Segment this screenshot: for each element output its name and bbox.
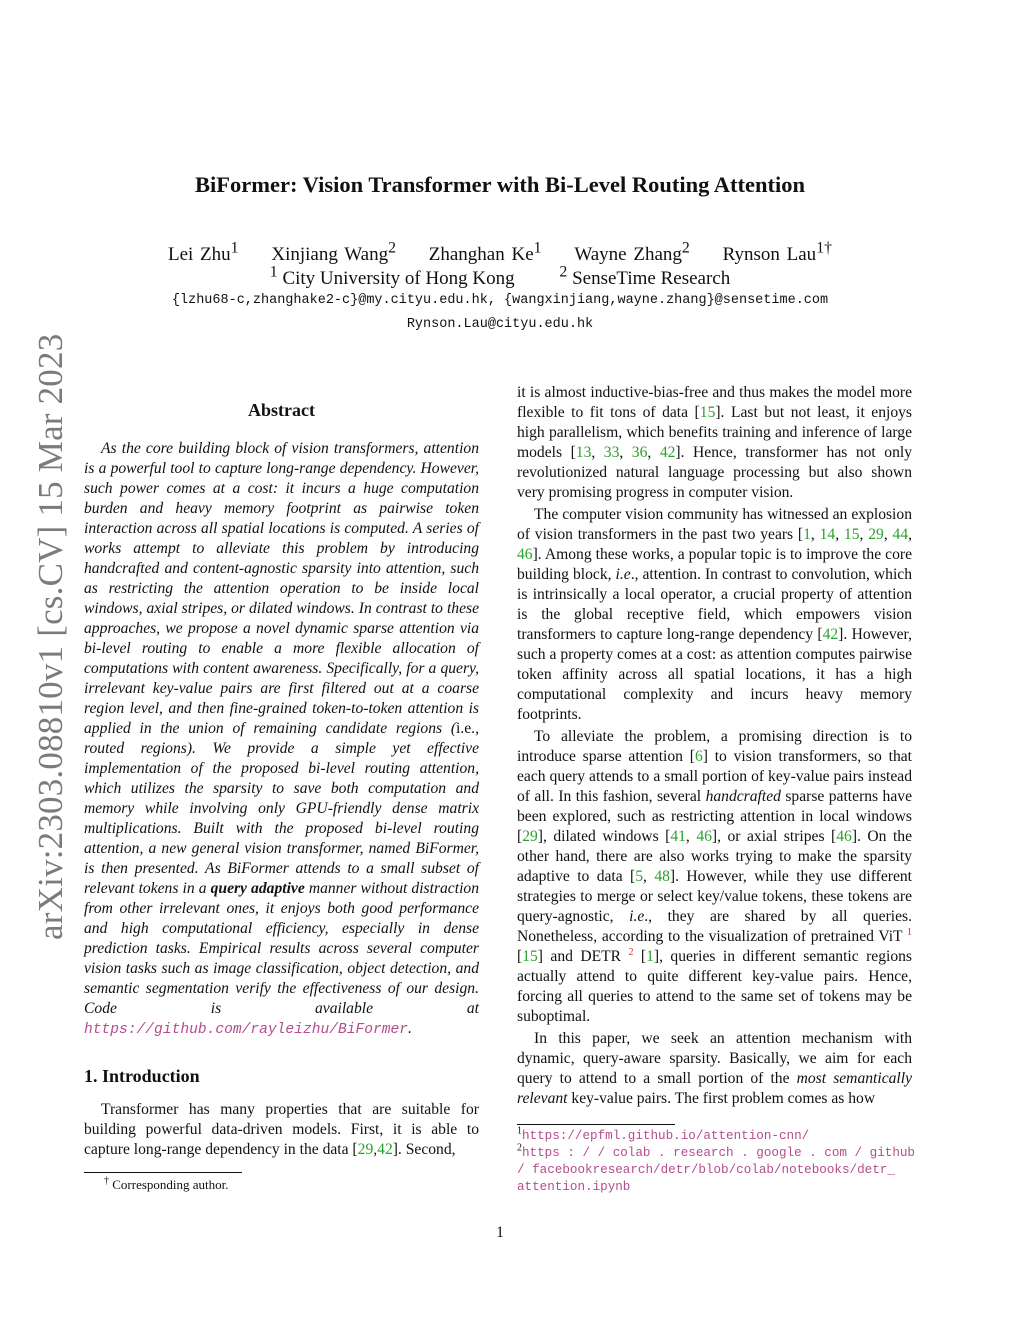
citation-link[interactable]: 33 [603,444,620,461]
citation-link[interactable]: 13 [575,444,592,461]
citation-link[interactable]: 36 [631,444,648,461]
citation-link[interactable]: 42 [822,626,839,643]
citation-link[interactable]: 6 [694,748,703,765]
footnote-rule [517,1124,675,1125]
citation-link[interactable]: 29 [868,526,884,543]
citation-link[interactable]: 46 [696,828,712,845]
footnote-url[interactable]: https : / / colab . research . google . com / github / facebookresearch/detr/blob/colab/notebooks/detr_ attention.ipynb [517,1146,915,1194]
footnote-url[interactable]: https://epfml.github.io/attention-cnn/ [522,1129,810,1143]
intro-paragraph: Transformer has many properties that are suitable for building powerful data-driven models. First, it is able to capture long-range dependency in the data [29,42]. Second, [84,1101,479,1158]
citation-link[interactable]: 41 [670,828,686,845]
body-paragraph: In this paper, we seek an attention mechanism with dynamic, query-aware sparsity. Basically, we aim for each query to attend to a small portion of the most semantically relevant key-value pairs. The first problem comes as how [517,1030,913,1107]
citation-link[interactable]: 5 [635,868,644,885]
body-paragraph: it is almost inductive-bias-free and thus makes the model more flexible to fit tons of data [15]. Last but not least, it enjoys high parallelism, which benefits training and inference of large models [13, 33, 36, 42]. Hence, transformer has not only revolutionized natural language processing but also shown very promising progress in computer vision. [517,384,913,501]
footnote-item: $^2$https : / / colab . research . google . com / github / facebookresearch/detr/blob/colab/notebooks/detr_ attention.ipynb [517,1142,915,1194]
author-name: Wayne Zhang$^2$ [574,240,690,266]
footnote-marker[interactable]: 1 [907,926,912,938]
citation-link[interactable]: 29 [522,828,538,845]
author-list [100,240,900,266]
right-column [517,383,912,1109]
citation-link[interactable]: 14 [819,526,836,543]
page-number: 1 [496,1224,504,1241]
footnote-corresponding-author: † Corresponding author. [104,1175,229,1192]
footnotes [517,1127,917,1195]
abstract-heading: Abstract [248,400,315,420]
citation-link[interactable]: 15 [843,526,860,543]
affiliation-list [100,264,900,290]
citation-link[interactable]: 1 [803,526,811,543]
citation-link[interactable]: 44 [892,526,909,543]
code-link[interactable]: https://github.com/rayleizhu/BiFormer [84,1022,409,1038]
footnote-rule [84,1172,242,1173]
citation-link[interactable]: 15 [699,404,716,421]
affiliation: $^2$ SenseTime Research [559,264,731,290]
citation-link[interactable]: 1 [646,948,654,965]
author-name: Rynson Lau$^{1\dagger}$ [722,240,833,266]
section-heading-introduction: 1. Introduction [84,1066,200,1086]
author-name: Lei Zhu$^1$ [167,240,239,266]
citation-link[interactable]: 42 [377,1141,393,1158]
citation-link[interactable]: 42 [659,444,676,461]
author-name: Zhanghan Ke$^1$ [428,240,542,266]
author-emails: {lzhu68-c,zhanghake2-c}@my.cityu.edu.hk, {wangxinjiang,wayne.zhang}@sensetime.com [171,293,829,308]
abstract-body: As the core building block of vision transformers, attention is a powerful tool to capture long-range dependency. However, such power comes at a cost: it incurs a huge computation burden and heavy memory footprint as pairwise token interaction across all spatial locations is computed. A series of works attempt to alleviate this problem by introducing handcrafted and content-agnostic sparsity into attention, such as restricting the attention operation to be inside local windows, axial stripes, or dilated windows. In contrast to these approaches, we propose a novel dynamic sparse attention via bi-level routing to enable a more flexible allocation of computations with content awareness. Specifically, for a query, irrelevant key-value pairs are first filtered out at a coarse region level, and then fine-grained token-to-token attention is applied in the union of remaining candidate regions (i.e., routed regions). We provide a simple yet effective implementation of the proposed bi-level routing attention, which utilizes the sparsity to save both computation and memory while involving only GPU-friendly dense matrix multiplications. Built with the proposed bi-level routing attention, a new general vision transformer, named BiFormer, is then presented. As BiFormer attends to a small subset of relevant tokens in a query adaptive manner without distraction from other irrelevant ones, it enjoys both good performance and high computational efficiency, especially in dense prediction tasks. Empirical results across several computer vision tasks such as image classification, object detection, and semantic segmentation verify the effectiveness of our design. Code is available at https://github.com/rayleizhu/BiFormer. [84,440,479,1038]
body-paragraph: To alleviate the problem, a promising direction is to introduce sparse attention [6] to vision transformers, so that each query attends to a small portion of key-value pairs instead of all. In this fashion, several handcrafted sparse patterns have been explored, such as restricting attention in local windows [29], dilated windows [41, 46], or axial stripes [46]. On the other hand, there are also works trying to make the sparsity adaptive to data [5, 48]. However, while they use different strategies to merge or select key/value tokens, these tokens are query-agnostic, i.e., they are shared by all queries. Nonetheless, according to the visualization of pretrained ViT $^1$ [15] and DETR $^2$ [1], queries in different semantic regions actually attend to quite different key-value pairs. Hence, forcing all queries to attend to the same set of tokens may be suboptimal. [517,728,913,1025]
arxiv-identifier-stamp[interactable]: arXiv:2303.08810v1 [cs.CV] 15 Mar 2023 [31,333,70,940]
left-column [84,398,479,1160]
citation-link[interactable]: 46 [517,546,533,563]
citation-link[interactable]: 15 [522,948,538,965]
author-name: Xinjiang Wang$^2$ [271,240,397,266]
footnote-marker[interactable]: 2 [628,946,634,958]
citation-link[interactable]: 46 [836,828,852,845]
paper-title: BiFormer: Vision Transformer with Bi-Level Routing Attention [195,172,805,197]
corresponding-email: Rynson.Lau@cityu.edu.hk [406,317,594,332]
citation-link[interactable]: 29 [357,1141,374,1158]
body-paragraph: The computer vision community has witnessed an explosion of vision transformers in the past two years [1, 14, 15, 29, 44, 46]. Among these works, a popular topic is to improve the core building block, i.e., attention. In contrast to convolution, which is intrinsically a local operator, a crucial property of attention is the global receptive field, which empowers vision transformers to capture long-range dependency [42]. However, such a property comes at a cost: as attention computes pairwise token affinity across all spatial locations, it has a high computational complexity and incurs heavy memory footprints. [517,506,913,723]
affiliation: $^1$ City University of Hong Kong [269,264,515,290]
citation-link[interactable]: 48 [654,868,670,885]
footnote-item: $^1$https://epfml.github.io/attention-cnn/ [517,1125,810,1143]
